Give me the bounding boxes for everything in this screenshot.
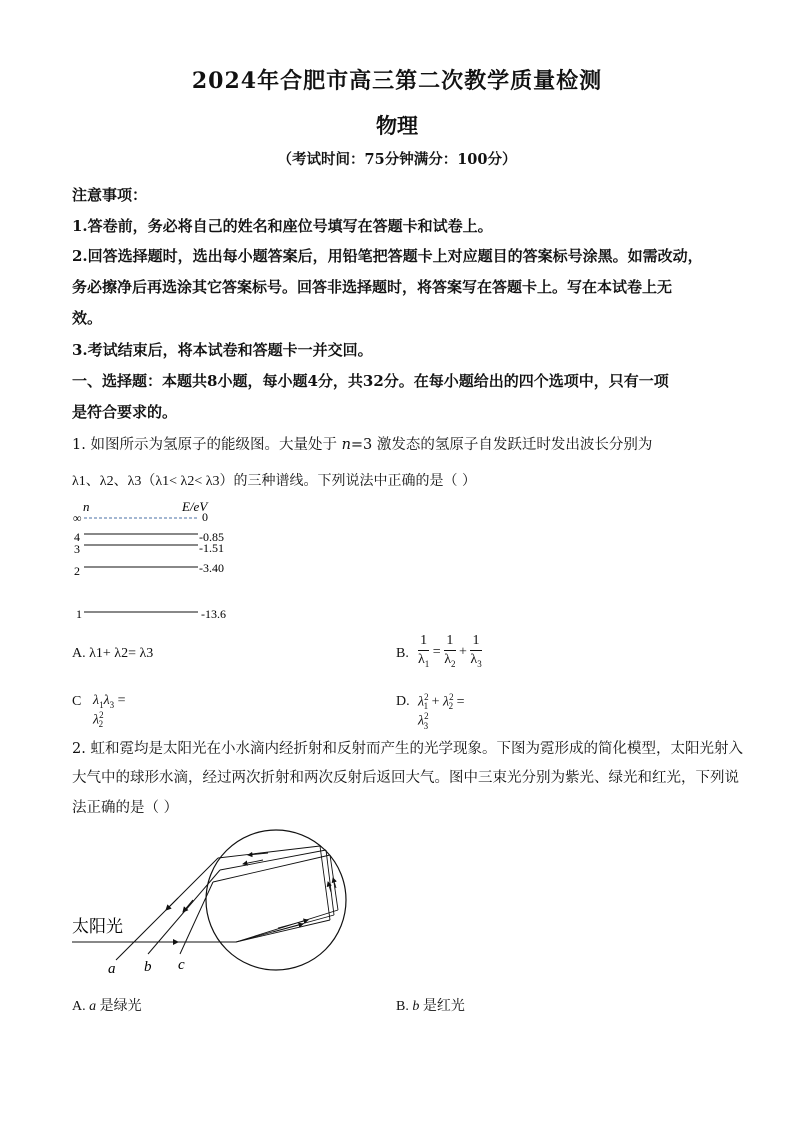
q1-option-d-formula: $\lambda^2_1 + \lambda^2_2 = \lambda^2_3$ xyxy=(418,692,465,731)
sunlight-label: 太阳光 xyxy=(72,917,123,937)
q2-option-a-text: 是绿光 xyxy=(96,999,142,1014)
q2-stem-line-3: 法正确的是（ ） xyxy=(72,800,179,816)
q2-stem-line-1: 2. 虹和霓均是太阳光在小水滴内经折射和反射而产生的光学现象。下图为霓形成的简化模型，太阳光射入 xyxy=(72,741,743,757)
q1-option-d-label: D. xyxy=(396,694,410,709)
notice-item-2-line-3: 效。 xyxy=(72,309,103,327)
level-n-infinity: ∞ xyxy=(73,511,82,525)
q2-option-b xyxy=(396,995,465,1015)
ray-label-b: b xyxy=(144,959,152,975)
internal-ray-paths xyxy=(213,846,338,942)
subject-title: 物理 xyxy=(376,113,418,138)
q1-option-b-label: B. xyxy=(396,646,409,661)
level-n-3: 3 xyxy=(74,542,80,556)
level-e-1: -13.6 xyxy=(201,607,226,621)
ray-label-c: c xyxy=(178,957,185,973)
q2-option-a-label: A. xyxy=(72,999,90,1014)
level-e-3: -1.51 xyxy=(199,541,224,555)
level-n-1: 1 xyxy=(76,607,82,621)
exam-info: （考试时间：75分钟满分：100分） xyxy=(277,151,517,168)
level-n-4: 4 xyxy=(74,530,80,544)
q2-option-a-var: a xyxy=(89,999,97,1014)
q1-stem-line-2 xyxy=(72,470,476,490)
diagram-n-axis-label: n xyxy=(83,499,90,514)
level-n-2: 2 xyxy=(74,564,80,578)
q1-stem-line-1 xyxy=(72,433,652,454)
q2-stem-line-2: 大气中的球形水滴，经过两次折射和两次反射后返回大气。图中三束光分别为紫光、绿光和红光，下列说 xyxy=(72,770,739,786)
ray-label-a: a xyxy=(108,961,116,977)
q1-option-b-formula: $\frac{1}{\lambda_1}$ = $\frac{1}{\lambda_2}$ + $\frac{1}{\lambda_3}$ xyxy=(418,633,482,669)
notice-item-3: 3.考试结束后，将本试卷和答题卡一并交回。 xyxy=(72,341,373,359)
exit-rays xyxy=(116,858,220,960)
q1-option-a: A. λ1+ λ2= λ3 xyxy=(72,646,154,661)
q1-stem-text-b: =3 激发态的氢原子自发跃迁时发出波长分别为 xyxy=(350,437,653,453)
q1-option-c-formula: $\lambda_1\lambda_3 = \lambda^2_2$ xyxy=(93,693,126,730)
q1-stem-var-n: n xyxy=(341,437,351,453)
level-e-infinity: 0 xyxy=(202,510,208,524)
energy-level-diagram xyxy=(70,497,250,627)
notice-heading: 注意事项： xyxy=(72,186,148,204)
q1-lambda-list: λ1、λ2、λ3（λ1< λ2< λ3） xyxy=(72,474,234,489)
q2-option-b-var: b xyxy=(412,999,420,1014)
section-heading-line-2: 是符合要求的。 xyxy=(72,403,178,421)
notice-item-1: 1.答卷前，务必将自己的姓名和座位号填写在答题卡和试卷上。 xyxy=(72,217,493,235)
diagram-e-axis-label: E/eV xyxy=(182,499,208,514)
water-drop-diagram xyxy=(68,822,368,982)
q2-option-b-text: 是红光 xyxy=(419,999,465,1014)
q1-option-c-label: C xyxy=(72,694,82,709)
q2-option-b-label: B. xyxy=(396,999,413,1014)
q2-option-a xyxy=(72,995,142,1015)
q1-stem-text-a: 1. 如图所示为氢原子的能级图。大量处于 xyxy=(72,437,342,453)
level-e-2: -3.40 xyxy=(199,561,224,575)
page-title: 2024年合肥市高三第二次教学质量检测 xyxy=(191,68,603,94)
notice-item-2-line-2: 务必擦净后再选涂其它答案标号。回答非选择题时，将答案写在答题卡上。写在本试卷上无 xyxy=(72,278,673,296)
q1-stem-text-c: 的三种谱线。下列说法中正确的是（ ） xyxy=(233,473,476,489)
level-e-4: -0.85 xyxy=(199,530,224,544)
section-heading-line-1: 一、选择题：本题共8小题，每小题4分，共32分。在每小题给出的四个选项中，只有一项 xyxy=(72,372,669,390)
notice-item-2-line-1: 2.回答选择题时，选出每小题答案后，用铅笔把答题卡上对应题目的答案标号涂黑。如需改动， xyxy=(72,247,703,265)
